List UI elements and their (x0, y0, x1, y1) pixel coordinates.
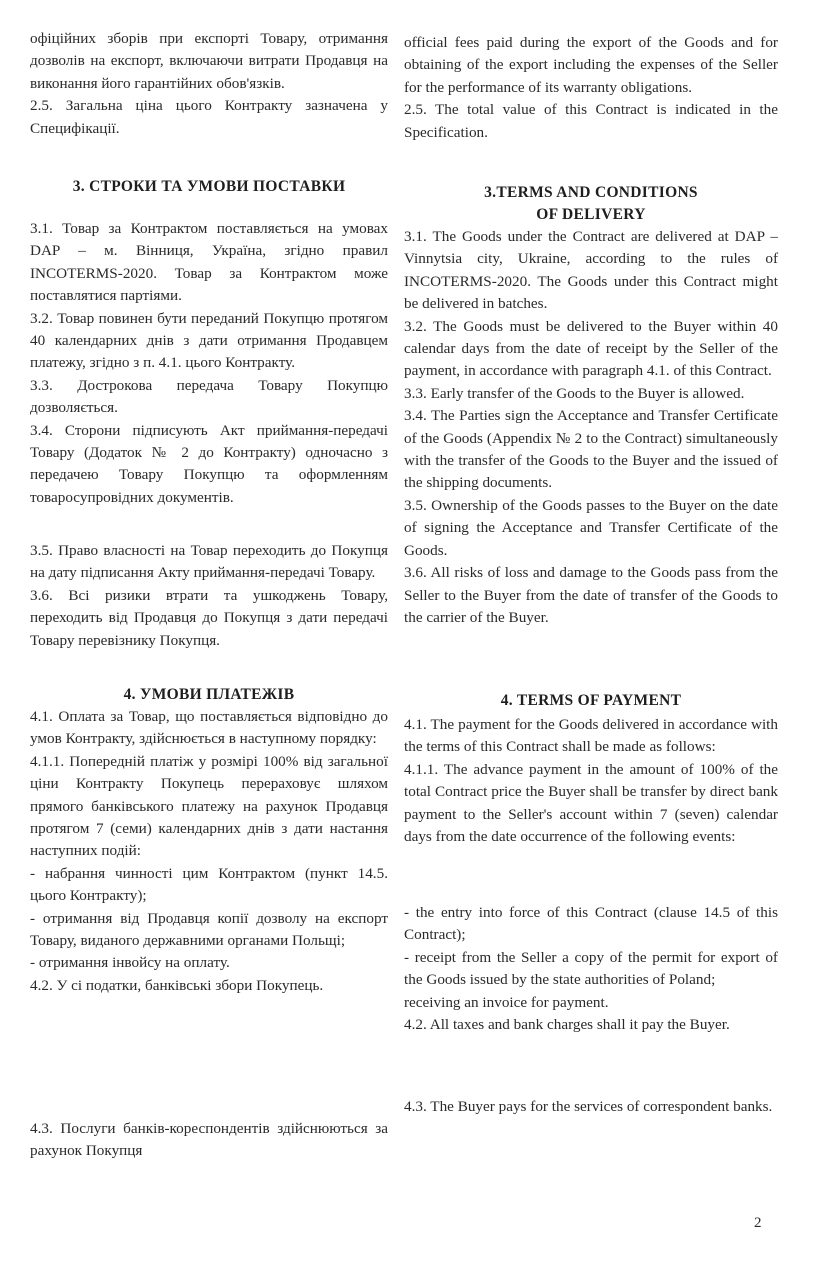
right-heading-section-3-line-2: OF DELIVERY (536, 206, 646, 224)
right-event-list-item-1: - the entry into force of this Contract (clause 14.5 of this Contract); (404, 904, 778, 944)
right-clause-4-2: 4.2. All taxes and bank charges shall it pay the Buyer. (404, 1016, 730, 1034)
right-clause-4-3: 4.3. The Buyer pays for the services of correspondent banks. (404, 1098, 773, 1115)
right-clause-2-5: 2.5. The total value of this Contract is indicated in the Specification. (404, 101, 778, 141)
left-heading-section-4: 4. УМОВИ ПЛАТЕЖІВ (123, 686, 295, 703)
left-heading-section-3: 3. СТРОКИ ТА УМОВИ ПОСТАВКИ (72, 178, 346, 195)
right-clause-4-1: 4.1. The payment for the Goods delivered in accordance with the terms of this Contract shall be made as follows: (404, 716, 778, 756)
left-column (30, 28, 388, 140)
right-clause-3-4: 3.4. The Parties sign the Acceptance and Transfer Certificate of the Goods (Appendix № 2 to the Contract) simultaneously with the transfer of the Goods to the Buyer and the issued of the shipping documents. (404, 407, 778, 492)
right-clause-4-1-1: 4.1.1. The advance payment in the amount of 100% of the total Contract price the Buyer shall be transfer by direct bank payment to the Seller's account within 7 (seven) calendar days from the date occurrence of the following events: (404, 760, 778, 846)
left-clause-4-3: 4.3. Послуги банків-кореспондентів здійснюються за рахунок Покупця (30, 1120, 388, 1160)
left-clause-4-1: 4.1. Оплата за Товар, що поставляється відповідно до умов Контракту, здійснюється в наступному порядку: (30, 708, 388, 748)
right-clause-3-5: 3.5. Ownership of the Goods passes to the Buyer on the date of signing the Acceptance and Transfer Certificate of the Goods. (404, 496, 778, 559)
right-event-list-item-2: - receipt from the Seller a copy of the permit for export of the Goods issued by the state authorities of Poland; (404, 948, 778, 989)
left-clause-3-6: 3.6. Всі ризики втрати та ушкоджень Товару, переходить від Продавця до Покупця з дати передачі Товару перевізнику Покупця. (30, 586, 388, 649)
left-clause-3-5: 3.5. Право власності на Товар переходить до Покупця на дату підписання Акту приймання-передачі Товару. (30, 542, 388, 582)
left-clause-3-3: 3.3. Дострокова передача Товару Покупцю дозволяється. (30, 376, 388, 417)
right-clause-3-1: 3.1. The Goods under the Contract are delivered at DAP – Vinnytsia city, Ukraine, according to the rules of INCOTERMS-2020. The Goods under this Contract might be delivered in batches. (404, 228, 778, 313)
right-clause-3-6: 3.6. All risks of loss and damage to the Goods pass from the Seller to the Buyer from the date of transfer of the Goods to the carrier of the Buyer. (404, 564, 778, 626)
right-heading-section-3-line-1: 3.TERMS AND CONDITIONS (484, 184, 698, 201)
right-clause-3-2: 3.2. The Goods must be delivered to the Buyer within 40 calendar days from the date of receipt by the Seller of the payment, in accordance with paragraph 4.1. of this Contract. (404, 317, 778, 380)
right-paragraph-fees: official fees paid during the export of the Goods and for obtaining of the export including the expenses of the Seller for the performance of its warranty obligations. (404, 34, 778, 96)
left-clause-3-4: 3.4. Сторони підписують Акт приймання-передачі Товару (Додаток № 2 до Контракту) одночасно з передачею Товару Покупцю та оформленням товаросупровідних документів. (30, 421, 388, 506)
left-event-list-item-2: - отримання від Продавця копії дозволу на експорт Товару, виданого державними органами Польщі; (30, 909, 388, 950)
left-clause-2-5: 2.5. Загальна ціна цього Контракту зазначена у Специфікації. (30, 97, 388, 137)
right-column (404, 32, 778, 144)
left-clause-3-2: 3.2. Товар повинен бути переданий Покупцю протягом 40 календарних днів з дати отримання Продавцем платежу, згідно з п. 4.1. цього Контракту. (30, 309, 388, 372)
right-heading-section-4: 4. TERMS OF PAYMENT (500, 692, 682, 709)
left-event-list-item-3: - отримання інвойсу на оплату. (30, 954, 230, 972)
page-number: 2 (754, 1215, 762, 1231)
left-paragraph-fees: офіційних зборів при експорті Товару, отримання дозволів на експорт, включаючи витрати Продавця на виконання його гарантійних обов'язків. (30, 30, 388, 92)
right-clause-3-3: 3.3. Early transfer of the Goods to the Buyer is allowed. (404, 384, 745, 402)
left-event-list-item-1: - набрання чинності цим Контрактом (пункт 14.5. цього Контракту); (30, 864, 388, 905)
left-clause-4-1-1: 4.1.1. Попередній платіж у розмірі 100% від загальної ціни Контракту Покупець перераховує шляхом прямого банківського платежу на рахунок Продавця протягом 7 (семи) календарних днів з дати настання наступних подій: (30, 752, 388, 860)
left-clause-4-2: 4.2. У сі податки, банківські збори Покупець. (30, 976, 324, 994)
right-event-list-item-3: receiving an invoice for payment. (404, 993, 609, 1011)
left-clause-3-1: 3.1. Товар за Контрактом поставляється на умовах DAP – м. Вінниця, Україна, згідно правил INCOTERMS-2020. Товар за Контрактом може поставлятися партіями. (30, 220, 388, 305)
